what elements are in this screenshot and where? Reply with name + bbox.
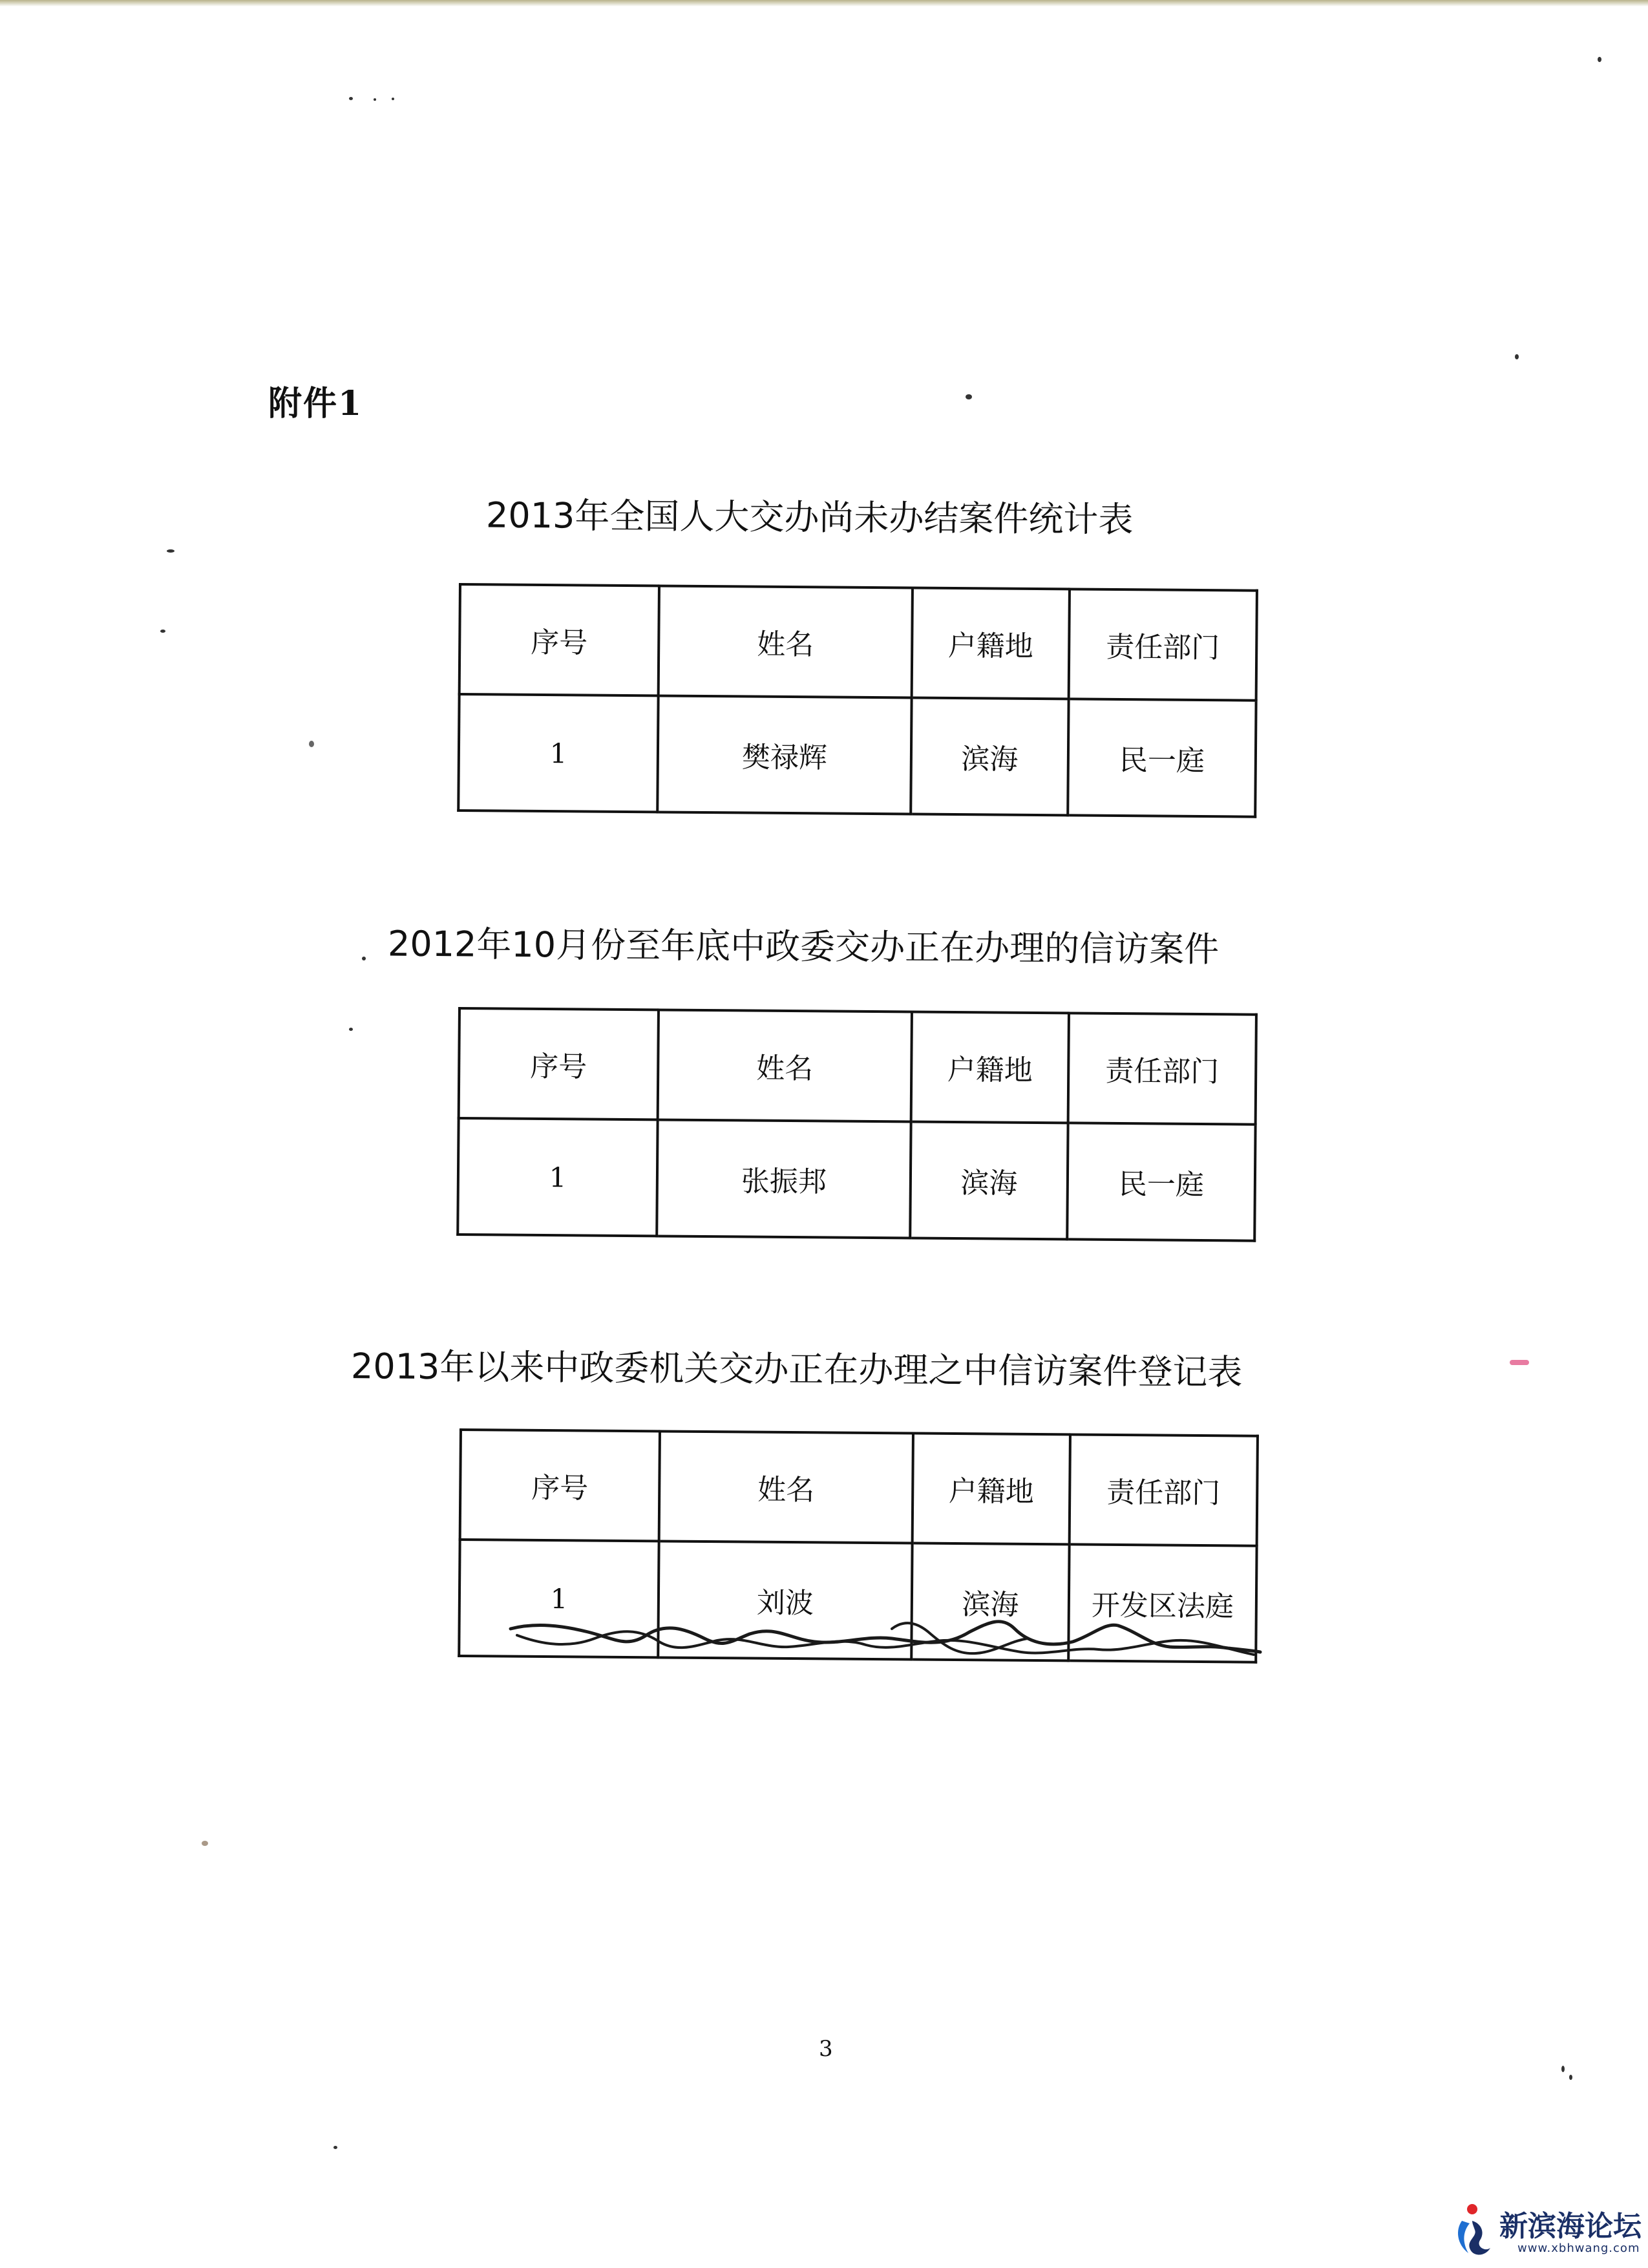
forum-logo-icon (1453, 2201, 1495, 2260)
pink-ink-mark (1510, 1360, 1529, 1365)
section-title-3: 2013年以来中政委机关交办正在办理之中信访案件登记表 (350, 1346, 1243, 1393)
cell-serial-number: 1 (458, 1118, 657, 1236)
scan-speck (160, 630, 165, 633)
cell-household-registration: 滨海 (910, 1122, 1068, 1240)
cell-household-registration: 滨海 (911, 1543, 1069, 1661)
scan-speck (333, 2146, 337, 2149)
header-name: 姓名 (659, 586, 913, 697)
table-header-row (459, 1008, 1256, 1125)
section-title-2: 2012年10月份至年底中政委交办正在办理的信访案件 (387, 923, 1220, 970)
handwritten-scribble (452, 1609, 1267, 1680)
header-household-registration: 户籍地 (911, 1012, 1069, 1123)
scan-speck (374, 98, 376, 101)
scan-edge (0, 0, 1648, 6)
forum-url: www.xbhwang.com (1517, 2242, 1640, 2255)
cell-name: 刘波 (658, 1541, 912, 1659)
header-serial-number: 序号 (460, 1430, 660, 1541)
table-row (458, 1118, 1255, 1241)
scan-speck (1569, 2075, 1572, 2080)
cell-serial-number: 1 (458, 694, 658, 812)
cell-household-registration: 滨海 (911, 698, 1068, 816)
header-name: 姓名 (659, 1431, 913, 1543)
header-serial-number: 序号 (459, 1008, 659, 1119)
cell-responsible-department: 民一庭 (1067, 1123, 1255, 1240)
scan-speck (309, 741, 314, 747)
header-household-registration: 户籍地 (912, 588, 1070, 699)
case-table-1 (457, 583, 1258, 818)
scan-speck (202, 1841, 208, 1846)
header-responsible-department: 责任部门 (1070, 1434, 1258, 1545)
scan-speck (362, 957, 366, 960)
cell-serial-number: 1 (459, 1540, 659, 1657)
table-row (458, 694, 1256, 817)
cell-responsible-department: 开发区法庭 (1068, 1544, 1256, 1662)
table-header-row (460, 1430, 1258, 1546)
scan-speck (966, 394, 972, 399)
scan-speck (349, 1028, 353, 1031)
cell-name: 樊禄辉 (657, 695, 911, 814)
header-name: 姓名 (658, 1010, 912, 1121)
scan-speck (349, 97, 353, 100)
header-responsible-department: 责任部门 (1068, 1013, 1256, 1124)
header-household-registration: 户籍地 (913, 1434, 1070, 1545)
scan-speck (1598, 57, 1601, 62)
attachment-label: 附件1 (268, 384, 363, 423)
header-responsible-department: 责任部门 (1069, 589, 1257, 700)
page-number: 3 (819, 2036, 833, 2062)
scan-speck (392, 98, 394, 100)
table-header-row (460, 584, 1257, 701)
scan-speck (1561, 2066, 1565, 2072)
section-title-1: 2013年全国人大交办尚未办结案件统计表 (485, 494, 1134, 540)
scan-speck (1515, 354, 1519, 359)
scan-speck (167, 549, 174, 553)
forum-watermark (1453, 2199, 1647, 2263)
cell-responsible-department: 民一庭 (1068, 699, 1256, 816)
forum-name: 新滨海论坛 (1499, 2210, 1642, 2243)
cell-name: 张振邦 (657, 1119, 911, 1238)
header-serial-number: 序号 (460, 584, 659, 695)
case-table-2 (456, 1007, 1258, 1242)
